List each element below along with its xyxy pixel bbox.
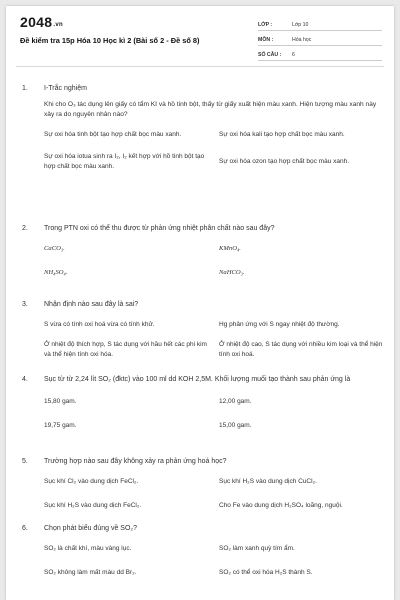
question-header — [22, 224, 384, 234]
answer-option-c[interactable]: NH₄SO₄. — [44, 269, 68, 276]
answer-option-b[interactable]: Sục khí H₂S vào dung dịch CuCl₂. — [219, 478, 317, 485]
meta-value: 6 — [292, 52, 295, 58]
question-header — [22, 524, 384, 534]
answer-option-c[interactable]: Ở nhiệt độ thích hợp, S tác dụng với hầu hết các phi kim và thể hiện tính oxi hóa. — [44, 341, 207, 358]
question-text: Trong PTN oxi có thể thu được từ phản ứng nhiệt phân chất nào sau đây? — [44, 225, 275, 232]
question-1 — [22, 84, 384, 172]
meta-row-subject — [258, 31, 382, 46]
question-number: 6. — [22, 525, 28, 532]
exam-header — [6, 6, 394, 66]
question-5 — [22, 457, 384, 511]
answer-option-b[interactable]: Hg phản ứng với S ngay nhiệt độ thường. — [219, 321, 340, 328]
question-number: 5. — [22, 458, 28, 465]
meta-label: MÔN : — [258, 37, 274, 43]
meta-label: LỚP : — [258, 22, 273, 28]
answer-option-c[interactable]: 19,75 gam. — [44, 422, 77, 429]
question-6 — [22, 524, 384, 578]
answer-option-c[interactable]: Sự oxi hóa iotua sinh ra I₂, I₂ kết hợp với hồ tinh bột tạo hợp chất bọc màu xanh. — [44, 153, 205, 170]
meta-value: Lớp 10 — [292, 22, 309, 28]
answer-options — [44, 244, 384, 278]
answer-option-a[interactable]: 15,80 gam. — [44, 398, 77, 405]
answer-option-b[interactable]: 12,00 gam. — [219, 398, 252, 405]
exam-meta — [258, 16, 382, 61]
question-text: Trường hợp nào sau đây không xảy ra phản ứng hoá học? — [44, 458, 227, 465]
answer-option-a[interactable]: CaCO₃. — [44, 245, 65, 252]
answer-option-b[interactable]: KMnO₄. — [219, 245, 241, 252]
answer-option-d[interactable]: Ở nhiệt độ cao, S tác dụng với nhiều kim loại và thể hiện tính oxi hoá. — [219, 341, 383, 358]
meta-row-class — [258, 16, 382, 31]
answer-option-b[interactable]: Sự oxi hóa kali tạo hợp chất bọc màu xanh. — [219, 131, 345, 138]
answer-options — [44, 130, 384, 172]
question-number: 3. — [22, 301, 28, 308]
answer-option-a[interactable]: S vừa có tính oxi hoá vừa có tính khử. — [44, 321, 155, 328]
answer-option-a[interactable]: Sự oxi hóa tinh bột tạo hợp chất bọc màu xanh. — [44, 131, 182, 138]
question-number: 4. — [22, 376, 28, 383]
question-header — [22, 457, 384, 467]
question-text: Nhận định nào sau đây là sai? — [44, 301, 139, 308]
meta-value: Hóa học — [292, 37, 312, 43]
answer-option-a[interactable]: Sục khí Cl₂ vào dung dịch FeCl₂. — [44, 478, 139, 485]
question-text: I-Trắc nghiệm — [44, 85, 87, 92]
question-number: 2. — [22, 225, 28, 232]
answer-options — [44, 477, 384, 511]
logo-text: 2048 — [20, 14, 53, 30]
question-2 — [22, 224, 384, 278]
question-number: 1. — [22, 85, 28, 92]
answer-option-d[interactable]: Cho Fe vào dung dịch H₂SO₄ loãng, nguội. — [219, 502, 343, 509]
question-3 — [22, 300, 384, 360]
answer-option-c[interactable]: Sục khí H₂S vào dung dịch FeCl₂. — [44, 502, 142, 509]
question-header — [22, 375, 384, 385]
header-divider — [16, 66, 384, 67]
answer-option-d[interactable]: SO₂ có thể oxi hóa H₂S thành S. — [219, 569, 313, 576]
question-text: Sục từ từ 2,24 lít SO₂ (đktc) vào 100 ml dd KOH 2,5M. Khối lượng muối tạo thành sau phản ứng là — [44, 376, 351, 383]
answer-option-b[interactable]: SO₂ làm xanh quỳ tím ẩm. — [219, 545, 295, 552]
site-logo[interactable] — [20, 14, 63, 30]
question-4 — [22, 375, 384, 431]
answer-option-a[interactable]: SO₂ là chất khí, màu vàng lục. — [44, 545, 132, 552]
answer-option-d[interactable]: NaHCO₃. — [219, 269, 245, 276]
question-header — [22, 84, 384, 94]
answer-options — [44, 397, 384, 431]
question-body: Khi cho O₃ tác dụng lên giấy có tẩm KI và hồ tinh bột, thấy từ giấy xuất hiện màu xanh. Hiện tượng màu xanh này xảy ra do nguyên nhân nào? — [44, 101, 377, 118]
meta-label: SỐ CÂU : — [258, 52, 282, 58]
exam-title: Đề kiểm tra 15p Hóa 10 Học kì 2 (Bài số 2 - Đề số 8) — [20, 36, 200, 45]
answer-option-d[interactable]: Sự oxi hóa ozon tạo hợp chất bọc màu xanh. — [219, 158, 350, 165]
answer-option-d[interactable]: 15,00 gam. — [219, 422, 252, 429]
meta-row-count — [258, 46, 382, 61]
question-text: Chọn phát biểu đúng về SO₂? — [44, 525, 138, 532]
answer-options — [44, 320, 384, 360]
answer-options — [44, 544, 384, 578]
answer-option-c[interactable]: SO₂ không làm mất màu dd Br₂. — [44, 569, 137, 576]
logo-suffix: .vn — [53, 22, 63, 28]
exam-page — [6, 6, 394, 600]
question-header — [22, 300, 384, 310]
